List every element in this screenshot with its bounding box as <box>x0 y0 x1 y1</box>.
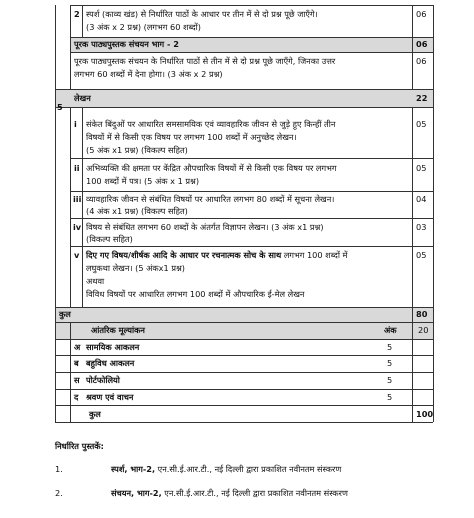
row-text: (4 अंक x1 प्रश्न) (विकल्प सहित) <box>86 206 188 216</box>
internal-total-marks: 20 <box>418 325 429 335</box>
row-number: 2 <box>74 9 80 19</box>
book-entry <box>111 463 341 476</box>
marks-header: अंक <box>384 325 397 335</box>
item-number: iii <box>73 194 82 204</box>
table-border <box>55 389 433 390</box>
table-border <box>55 355 433 356</box>
kul-80-row-shading <box>55 307 433 322</box>
table-border <box>70 107 71 307</box>
table-border <box>55 89 433 90</box>
table-border <box>70 158 433 159</box>
internal-item-marks: 5 <box>387 342 393 352</box>
book-publisher: एन.सी.ई.आर.टी., नई दिल्ली द्वारा प्रकाशित नवीनतम संस्करण <box>157 464 342 474</box>
internal-item-label: पोर्टफोलियो <box>86 375 120 385</box>
table-border <box>55 339 433 340</box>
section-number: 5 <box>57 102 63 112</box>
internal-item-letter: अ <box>74 342 81 352</box>
row-text: विषयों में से किसी एक विषय पर लगभग 100 शब्दों में अनुच्छेद लेखन। <box>86 132 297 142</box>
internal-item-marks: 5 <box>387 358 393 368</box>
table-border <box>70 191 433 192</box>
row-text: स्पर्श (काव्य खंड) से निर्धारित पाठों के आधार पर तीन में से दो प्रश्न पूछे जाएँगे। <box>86 9 318 19</box>
table-border <box>55 372 433 373</box>
row-text-rest: लगभग 100 शब्दों में <box>283 250 348 260</box>
row-text: लघुकथा लेखन। (5 अंकx1 प्रश्न) <box>86 263 185 273</box>
section-marks: 22 <box>416 93 428 103</box>
row-text: विविध विषयों पर आधारित लगभग 100 शब्दों में औपचारिक ई-मेल लेखन <box>86 289 305 299</box>
row-marks: 05 <box>416 250 427 260</box>
item-number: v <box>74 250 80 260</box>
grand-total-label: कुल <box>89 409 101 419</box>
row-text: (5 अंक x1 प्रश्न) (विकल्प सहित) <box>86 145 188 155</box>
book-entry <box>111 487 348 500</box>
book-number: 1. <box>55 464 63 474</box>
table-border <box>70 5 433 6</box>
book-title: स्पर्श, भाग-2, <box>111 464 156 474</box>
table-border <box>412 307 413 422</box>
table-border <box>55 405 433 406</box>
table-border <box>82 5 83 37</box>
internal-item-letter: स <box>74 375 80 385</box>
internal-item-letter: द <box>74 392 79 402</box>
item-number: i <box>74 119 77 129</box>
table-border <box>55 422 433 423</box>
internal-item-letter: ब <box>74 358 79 368</box>
row-text: अभिव्यक्ति की क्षमता पर केंद्रित औपचारिक विषयों में से किसी एक विषय पर लगभग <box>86 163 337 173</box>
section-title: लेखन <box>74 93 91 103</box>
row-marks: 03 <box>416 222 427 232</box>
row-text: (3 अंक x 2 प्रश्न) (लगभग 60 शब्दों) <box>86 22 201 32</box>
table-border <box>433 5 434 422</box>
table-border <box>70 218 433 219</box>
book-number: 2. <box>55 488 63 498</box>
row-marks: 06 <box>416 56 427 66</box>
item-number: iv <box>73 222 82 232</box>
table-border <box>412 107 413 307</box>
row-text: अथवा <box>86 276 105 286</box>
internal-item-label: श्रवण एवं वाचन <box>86 392 134 402</box>
book-title: संचयन, भाग-2, <box>111 488 162 498</box>
total-label: कुल <box>59 309 71 319</box>
row-marks: 05 <box>416 163 427 173</box>
row-text: पूरक पाठ्यपुस्तक संचयन के निर्धारित पाठों से तीन में से दो प्रश्न पूछे जाएँगे, जिनका उत्तर <box>74 56 336 66</box>
row-text <box>86 249 347 262</box>
book-publisher: एन.सी.ई.आर.टी., नई दिल्ली द्वारा प्रकाशित नवीनतम संस्करण <box>164 488 348 498</box>
table-border <box>412 5 413 89</box>
internal-item-marks: 5 <box>387 392 393 402</box>
table-border <box>70 5 71 89</box>
row-text: लगभग 60 शब्दों में देना होगा। (3 अंक x 2 प्रश्न) <box>74 69 223 79</box>
row-text: 100 शब्दों में पत्र। (5 अंक x 1 प्रश्न) <box>86 176 200 186</box>
row-text: व्यावहारिक जीवन से संबंधित विषयों पर आधारित लगभग 80 शब्दों में सूचना लेखन। <box>86 194 335 204</box>
total-marks: 80 <box>416 309 428 319</box>
table-border <box>70 246 433 247</box>
table-border <box>82 107 83 307</box>
lekhan-row-shading <box>55 89 433 107</box>
row-text: विषय से संबंधित लगभग 60 शब्दों के अंतर्गत विज्ञापन लेखन। (3 अंक x1 प्रश्न) <box>86 222 324 232</box>
table-border <box>70 322 71 422</box>
internal-title: आंतरिक मूल्यांकन <box>91 325 145 335</box>
row-text: संकेत बिंदुओं पर आधारित समसामयिक एवं व्यावहारिक जीवन से जुड़े हुए किन्हीं तीन <box>86 119 336 129</box>
table-border <box>55 322 433 323</box>
grand-total-marks: 100 <box>416 409 434 419</box>
row-marks: 04 <box>416 194 427 204</box>
table-border <box>55 107 433 108</box>
table-border <box>55 5 56 89</box>
internal-item-label: सामयिक आकलन <box>86 342 140 352</box>
row-marks: 06 <box>416 9 427 19</box>
section-title: पूरक पाठ्यपुस्तक संचयन भाग - 2 <box>74 39 179 49</box>
row-text-bold: दिए गए विषय/शीर्षक आदि के आधार पर रचनात्मक सोच के साथ <box>86 250 282 260</box>
table-border <box>55 307 433 308</box>
table-border <box>55 89 56 422</box>
row-marks: 05 <box>416 119 427 129</box>
books-heading: निर्धारित पुस्तकें: <box>55 441 104 451</box>
internal-item-marks: 5 <box>387 375 393 385</box>
item-number: ii <box>74 163 80 173</box>
section-marks: 06 <box>416 39 428 49</box>
internal-item-label: बहुविध आकलन <box>86 358 135 368</box>
row-text: (विकल्प सहित) <box>86 234 133 244</box>
table-border <box>70 52 433 53</box>
